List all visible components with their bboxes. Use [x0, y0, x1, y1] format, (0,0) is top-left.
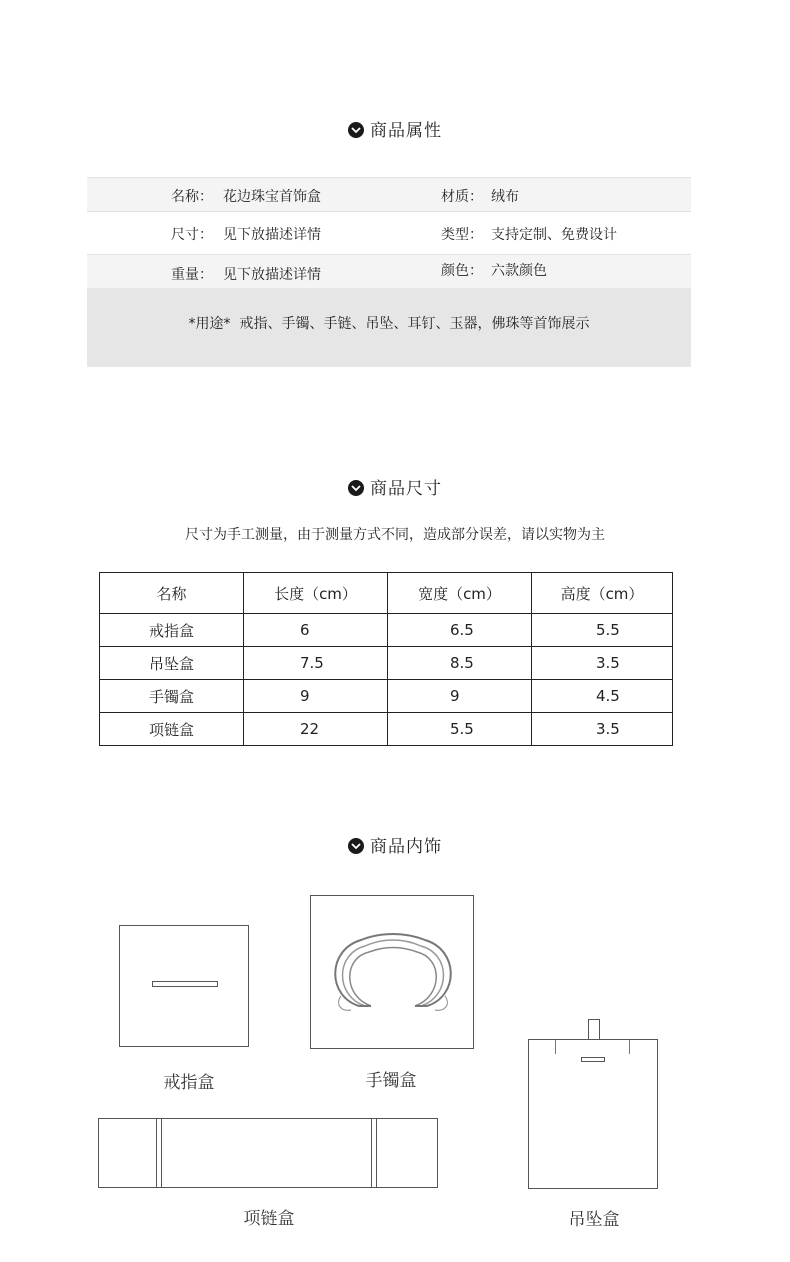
size-note: 尺寸为手工测量，由于测量方式不同，造成部分误差，请以实物为主 — [185, 527, 605, 543]
attributes-section-title: 商品属性 — [0, 116, 790, 141]
chevron-down-circle-icon — [348, 122, 364, 138]
table-cell: 手镯盒 — [100, 680, 244, 713]
size-value: 见下放描述详情 — [223, 227, 321, 243]
pendant-box-caption: 吊坠盒 — [568, 1210, 620, 1230]
table-header-row — [100, 573, 673, 614]
necklace-box-illustration — [98, 1118, 438, 1188]
pendant-fold-line — [555, 1040, 556, 1054]
table-cell: 6 — [244, 614, 388, 647]
size-label: 尺寸： — [171, 227, 213, 243]
name-value: 花边珠宝首饰盒 — [223, 189, 321, 205]
table-row — [100, 713, 673, 746]
type-value: 支持定制、免费设计 — [491, 227, 617, 243]
attribute-row-2 — [87, 211, 691, 254]
ring-box-caption: 戒指盒 — [163, 1073, 215, 1093]
header-name: 名称 — [100, 573, 244, 614]
type-label: 类型： — [441, 227, 483, 243]
table-cell: 9 — [388, 680, 532, 713]
material-label: 材质： — [441, 189, 483, 205]
header-length: 长度（cm） — [244, 573, 388, 614]
table-row — [100, 614, 673, 647]
size-section-title: 商品尺寸 — [0, 474, 790, 499]
color-label: 颜色： — [441, 263, 483, 279]
pendant-box-illustration — [528, 1039, 658, 1189]
pendant-slot — [581, 1057, 605, 1062]
table-cell: 6.5 — [388, 614, 532, 647]
necklace-divider — [371, 1119, 377, 1187]
table-row — [100, 680, 673, 713]
size-table — [99, 572, 673, 746]
attribute-row-1 — [87, 177, 691, 212]
table-cell: 5.5 — [388, 713, 532, 746]
attribute-row-3 — [87, 254, 691, 289]
interior-section-title: 商品内饰 — [0, 832, 790, 857]
bracelet-box-illustration — [310, 895, 474, 1049]
weight-label: 重量： — [171, 267, 213, 283]
ring-box-illustration — [119, 925, 249, 1047]
necklace-divider — [156, 1119, 162, 1187]
table-cell: 7.5 — [244, 647, 388, 680]
pendant-hook — [588, 1019, 600, 1040]
usage-box — [87, 288, 691, 367]
table-cell: 项链盒 — [100, 713, 244, 746]
material-value: 绒布 — [491, 189, 519, 205]
chevron-down-circle-icon — [348, 838, 364, 854]
usage-line — [87, 313, 691, 333]
bracelet-icon — [321, 926, 465, 1022]
table-cell: 4.5 — [532, 680, 673, 713]
necklace-box-caption: 项链盒 — [243, 1209, 295, 1229]
table-cell: 22 — [244, 713, 388, 746]
table-cell: 8.5 — [388, 647, 532, 680]
name-label: 名称： — [171, 189, 213, 205]
weight-value: 见下放描述详情 — [223, 267, 321, 283]
usage-value: 戒指、手镯、手链、吊坠、耳钉、玉器，佛珠等首饰展示 — [239, 316, 590, 332]
header-height: 高度（cm） — [532, 573, 673, 614]
usage-label: *用途* — [188, 316, 231, 332]
color-value: 六款颜色 — [491, 263, 547, 279]
table-cell: 戒指盒 — [100, 614, 244, 647]
table-cell: 吊坠盒 — [100, 647, 244, 680]
ring-slot — [152, 981, 218, 987]
table-cell: 9 — [244, 680, 388, 713]
chevron-down-circle-icon — [348, 480, 364, 496]
table-cell: 5.5 — [532, 614, 673, 647]
table-cell: 3.5 — [532, 713, 673, 746]
bracelet-box-caption: 手镯盒 — [365, 1071, 417, 1091]
header-width: 宽度（cm） — [388, 573, 532, 614]
table-row — [100, 647, 673, 680]
pendant-fold-line — [629, 1040, 630, 1054]
table-cell: 3.5 — [532, 647, 673, 680]
